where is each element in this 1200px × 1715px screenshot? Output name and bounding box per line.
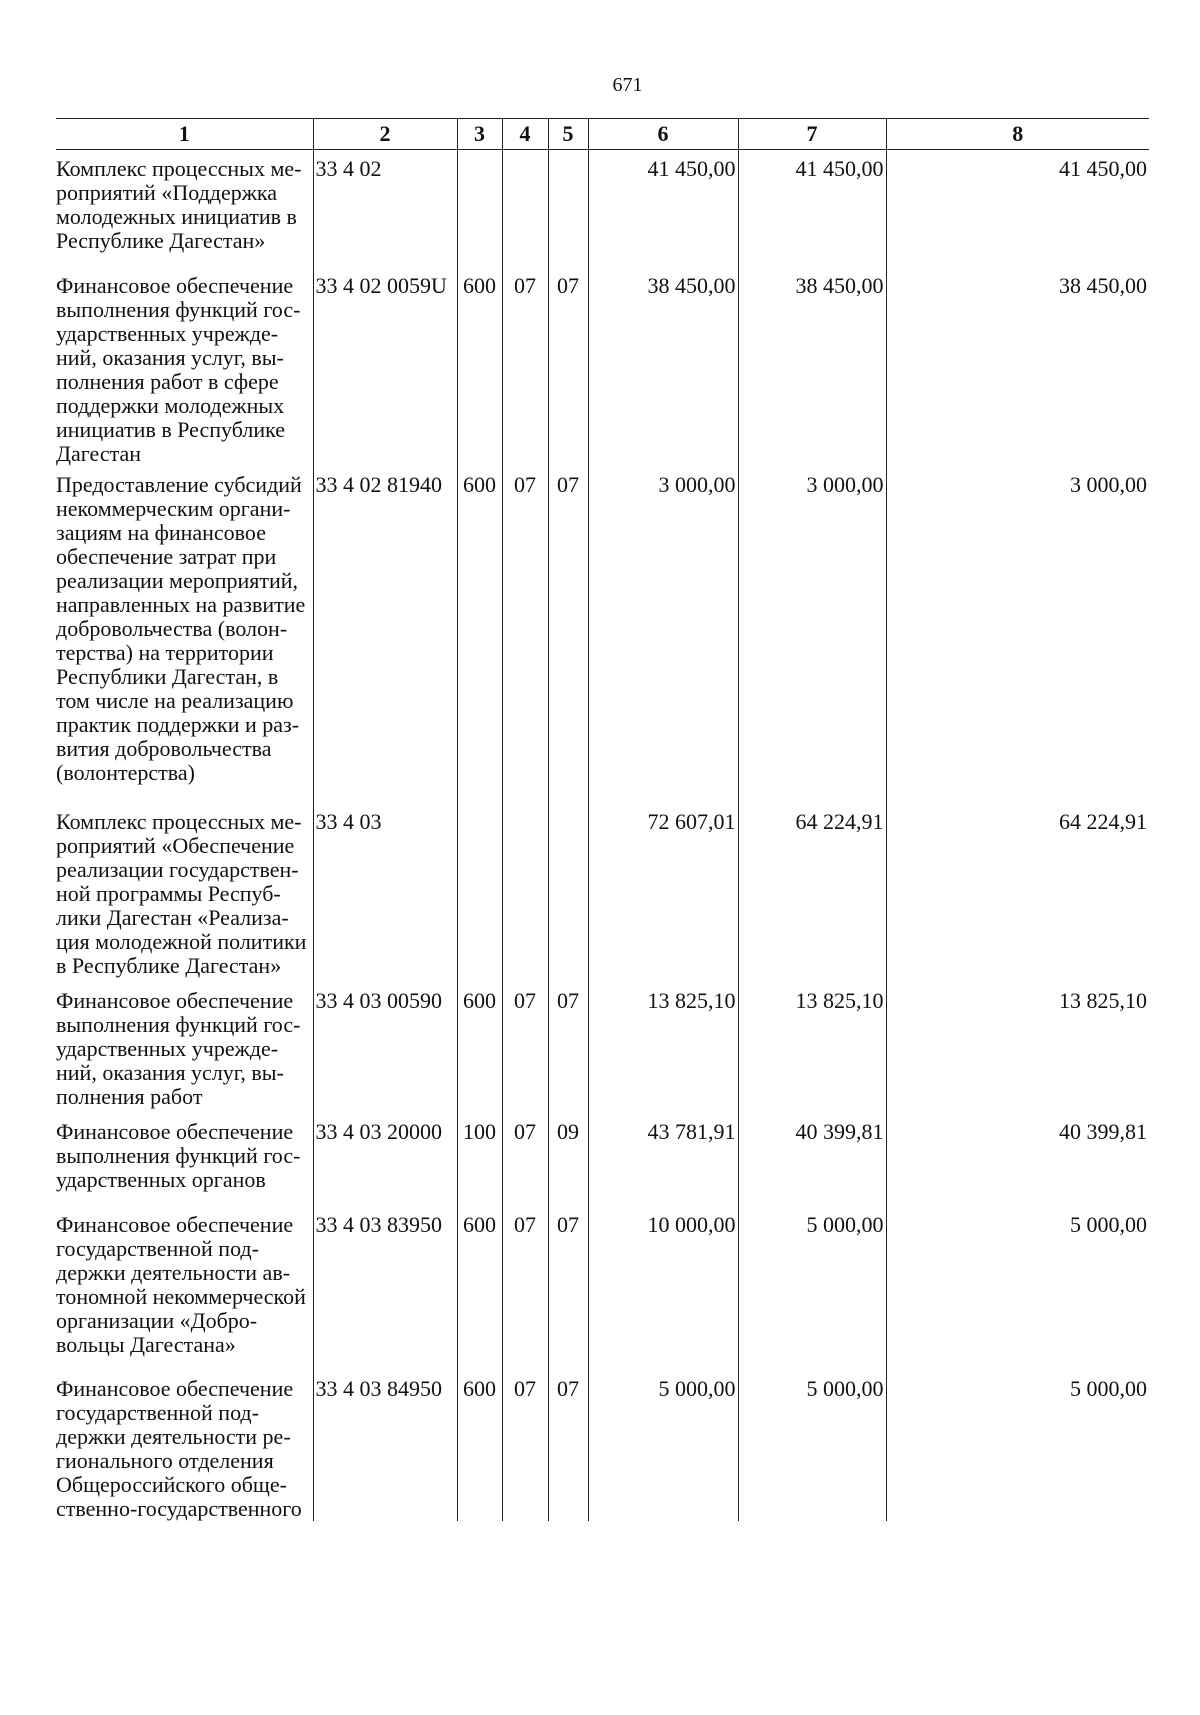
budget-table xyxy=(56,118,1149,1521)
row-name-text: Комплекс процессных ме- роприятий «Поддержка молодежных инициатив в Республике Дагестан» xyxy=(56,156,302,253)
header-col-6: 6 xyxy=(588,119,738,150)
row-col-3: 600 xyxy=(457,1370,502,1521)
row-name xyxy=(56,267,313,466)
row-code: 33 4 03 00590 xyxy=(313,982,457,1113)
row-col-4: 07 xyxy=(502,1206,548,1370)
row-col-8: 13 825,10 xyxy=(886,982,1149,1113)
row-col-7: 13 825,10 xyxy=(738,982,886,1113)
row-col-5 xyxy=(548,150,588,268)
table-row xyxy=(56,267,1149,466)
row-name-text: Финансовое обеспечение государственной под- держки деятельности ре- гионального отделения Общероссийского обще- ственно-государственного xyxy=(56,1376,302,1521)
row-col-3 xyxy=(457,803,502,982)
header-col-5: 5 xyxy=(548,119,588,150)
row-col-3 xyxy=(457,150,502,268)
row-col-8: 41 450,00 xyxy=(886,150,1149,268)
row-code: 33 4 03 20000 xyxy=(313,1113,457,1206)
row-col-6: 13 825,10 xyxy=(588,982,738,1113)
header-row xyxy=(56,119,1149,150)
row-col-8: 3 000,00 xyxy=(886,466,1149,803)
row-col-4: 07 xyxy=(502,466,548,803)
row-col-7: 38 450,00 xyxy=(738,267,886,466)
row-code: 33 4 03 84950 xyxy=(313,1370,457,1521)
header-col-3: 3 xyxy=(457,119,502,150)
header-col-4: 4 xyxy=(502,119,548,150)
row-col-7: 41 450,00 xyxy=(738,150,886,268)
row-col-6: 38 450,00 xyxy=(588,267,738,466)
row-col-3: 100 xyxy=(457,1113,502,1206)
header-col-8: 8 xyxy=(886,119,1149,150)
row-col-5: 07 xyxy=(548,466,588,803)
row-col-4 xyxy=(502,150,548,268)
row-name-text: Предоставление субсидий некоммерческим органи- зациям на финансовое обеспечение затрат при реализации мероприятий, направленных на развитие добровольчества (волон- терства) на территории Республики Дагестан, в том числе на реализацию практик поддержки и раз- вития добровольчества (волонтерства) xyxy=(56,472,306,785)
row-name xyxy=(56,1206,313,1370)
table-row xyxy=(56,982,1149,1113)
row-col-6: 43 781,91 xyxy=(588,1113,738,1206)
row-name xyxy=(56,150,313,268)
row-col-8: 5 000,00 xyxy=(886,1370,1149,1521)
row-col-4: 07 xyxy=(502,1370,548,1521)
row-col-7: 5 000,00 xyxy=(738,1206,886,1370)
row-col-8: 64 224,91 xyxy=(886,803,1149,982)
row-col-4: 07 xyxy=(502,982,548,1113)
row-col-3: 600 xyxy=(457,466,502,803)
row-code: 33 4 03 xyxy=(313,803,457,982)
row-col-7: 40 399,81 xyxy=(738,1113,886,1206)
row-col-5: 09 xyxy=(548,1113,588,1206)
row-col-4: 07 xyxy=(502,267,548,466)
row-col-6: 5 000,00 xyxy=(588,1370,738,1521)
row-col-6: 41 450,00 xyxy=(588,150,738,268)
row-col-5: 07 xyxy=(548,1370,588,1521)
row-col-5: 07 xyxy=(548,982,588,1113)
row-code: 33 4 02 0059U xyxy=(313,267,457,466)
page-number: 671 xyxy=(612,74,643,96)
row-col-8: 5 000,00 xyxy=(886,1206,1149,1370)
row-name-text: Финансовое обеспечение государственной под- держки деятельности ав- тономной некоммерческой организации «Добро- вольцы Дагестана» xyxy=(56,1212,306,1357)
row-col-6: 10 000,00 xyxy=(588,1206,738,1370)
row-col-7: 64 224,91 xyxy=(738,803,886,982)
row-col-4: 07 xyxy=(502,1113,548,1206)
table-row xyxy=(56,466,1149,803)
table-row xyxy=(56,150,1149,268)
row-name-text: Финансовое обеспечение выполнения функций гос- ударственных учрежде- ний, оказания услуг, вы- полнения работ xyxy=(56,988,301,1109)
row-col-5 xyxy=(548,803,588,982)
header-col-1: 1 xyxy=(56,119,313,150)
row-name xyxy=(56,803,313,982)
row-col-3: 600 xyxy=(457,982,502,1113)
row-code: 33 4 02 81940 xyxy=(313,466,457,803)
table-row xyxy=(56,1113,1149,1206)
row-code: 33 4 03 83950 xyxy=(313,1206,457,1370)
row-name xyxy=(56,1113,313,1206)
table-row xyxy=(56,1370,1149,1521)
row-col-7: 5 000,00 xyxy=(738,1370,886,1521)
row-col-8: 40 399,81 xyxy=(886,1113,1149,1206)
row-col-6: 72 607,01 xyxy=(588,803,738,982)
row-code: 33 4 02 xyxy=(313,150,457,268)
table-row xyxy=(56,1206,1149,1370)
row-name xyxy=(56,1370,313,1521)
row-name xyxy=(56,466,313,803)
row-name xyxy=(56,982,313,1113)
row-col-3: 600 xyxy=(457,1206,502,1370)
row-name-text: Финансовое обеспечение выполнения функций гос- ударственных органов xyxy=(56,1119,301,1192)
row-col-5: 07 xyxy=(548,1206,588,1370)
row-name-text: Финансовое обеспечение выполнения функций гос- ударственных учрежде- ний, оказания услуг, вы- полнения работ в сфере поддержки молодежных инициатив в Республике Дагестан xyxy=(56,273,301,466)
table-row xyxy=(56,803,1149,982)
header-col-2: 2 xyxy=(313,119,457,150)
row-col-3: 600 xyxy=(457,267,502,466)
row-col-6: 3 000,00 xyxy=(588,466,738,803)
header-col-7: 7 xyxy=(738,119,886,150)
row-col-8: 38 450,00 xyxy=(886,267,1149,466)
row-col-7: 3 000,00 xyxy=(738,466,886,803)
row-name-text: Комплекс процессных ме- роприятий «Обеспечение реализации государствен- ной программы Респуб- лики Дагестан «Реализа- ция молодежной политики в Республике Дагестан» xyxy=(56,809,307,978)
row-col-5: 07 xyxy=(548,267,588,466)
row-col-4 xyxy=(502,803,548,982)
